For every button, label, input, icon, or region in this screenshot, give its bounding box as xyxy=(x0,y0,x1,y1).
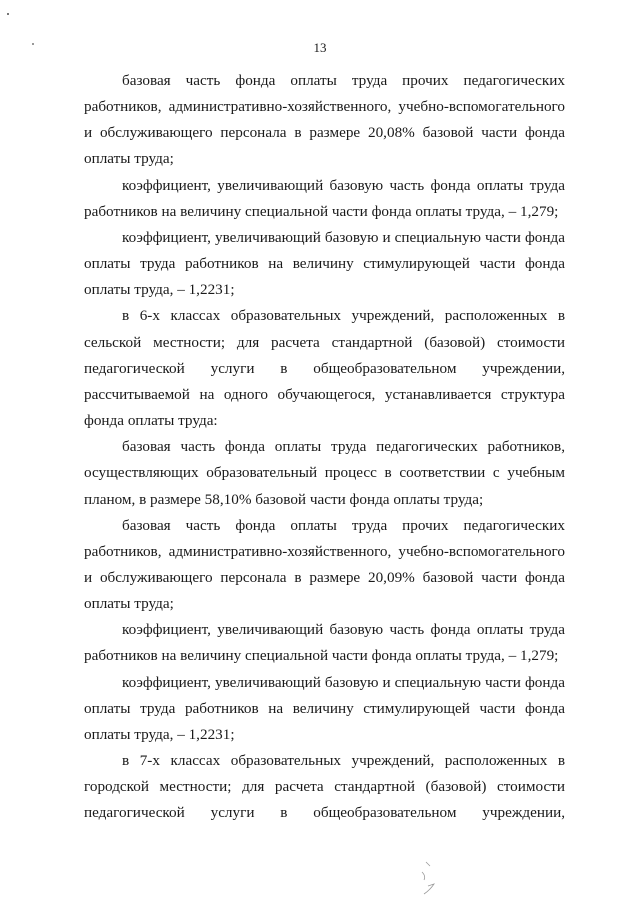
paragraph-coefficient-special-part: коэффициент, увеличивающий базовую часть фонда оплаты труда работников на величину специальной части фонда оплаты труда, – 1,279; xyxy=(84,621,565,665)
page-number: 13 xyxy=(313,40,327,55)
paragraph-grade-7-urban: в 7-х классах образовательных учреждений, расположенных в городской местности; для расчета стандартной (базовой) стоимости педагогической услуги в общеобразовательном учреждении, xyxy=(84,752,565,822)
paragraph-base-part-other-staff: базовая часть фонда оплаты труда прочих педагогических работников, административно-хозяйственного, учебно-вспомогательного и обслуживающего персонала в размере 20,09% базовой части фонда оплаты труда; xyxy=(84,516,565,613)
paragraph-coefficient-incentive-part: коэффициент, увеличивающий базовую и специальную части фонда оплаты труда работников на величину стимулирующей части фонда оплаты труда, – 1,2231; xyxy=(84,228,565,299)
paragraph-base-part-teachers: базовая часть фонда оплаты труда педагогических работников, осуществляющих образовательный процесс в соответствии с учебным планом, в размере 58,10% базовой части фонда оплаты труда; xyxy=(84,438,565,508)
scan-dot xyxy=(7,13,9,15)
body-text xyxy=(84,68,565,827)
paragraph-coefficient-incentive-part: коэффициент, увеличивающий базовую и специальную части фонда оплаты труда работников на величину стимулирующей части фонда оплаты труда, – 1,2231; xyxy=(84,673,565,743)
paragraph-grade-6-rural: в 6-х классах образовательных учреждений, расположенных в сельской местности; для расчета стандартной (базовой) стоимости педагогической услуги в общеобразовательном учреждении, рассчитываемой на одного обучающегося, устанавливается структура фонда оплаты труда: xyxy=(84,307,565,430)
pen-mark-scribble xyxy=(412,858,448,898)
paragraph-coefficient-special-part: коэффициент, увеличивающий базовую часть фонда оплаты труда работников на величину специальной части фонда оплаты труда, – 1,279; xyxy=(84,176,565,220)
paragraph-base-part-other-staff: базовая часть фонда оплаты труда прочих педагогических работников, административно-хозяйственного, учебно-вспомогательного и обслуживающего персонала в размере 20,08% базовой части фонда оплаты труда; xyxy=(84,72,565,168)
